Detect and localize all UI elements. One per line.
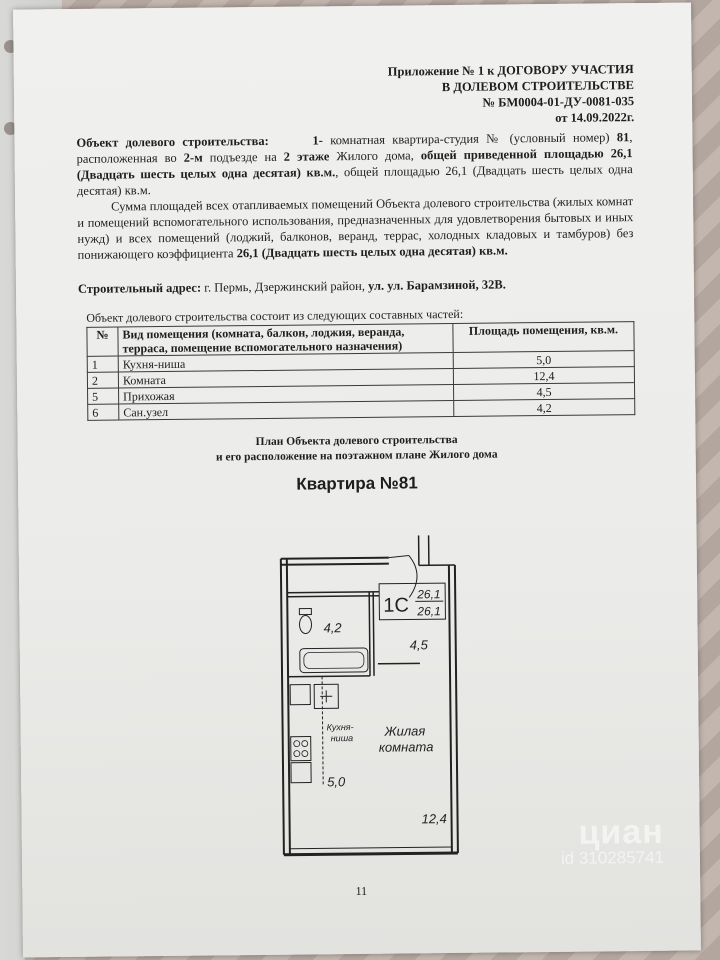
apartment-number: 81 [616, 130, 630, 145]
rooms-count: 1- [312, 133, 323, 148]
watermark-brand: циан [578, 812, 664, 852]
burner [302, 741, 308, 747]
row-room: Кухня-ниша [118, 352, 453, 372]
object-text: подъезде на [202, 149, 284, 165]
header-line-3: № БМ0004-01-ДУ-0081-035 [482, 94, 635, 110]
bathroom-area: 4,2 [323, 620, 342, 636]
top-wall [281, 558, 389, 565]
construction-address [78, 275, 634, 297]
object-description [76, 129, 633, 199]
hall-area: 4,5 [409, 637, 428, 653]
bathroom-top-wall [287, 592, 379, 597]
bathtub-inner [304, 652, 364, 669]
entrance: 2-м [183, 150, 203, 165]
window-line [290, 847, 452, 849]
row-number: 2 [87, 372, 118, 388]
address-label: Строительный адрес: [77, 280, 202, 296]
row-room: Прихожая [119, 384, 454, 404]
sum-text: Сумма площадей всех отапливаемых помещений Объекта долевого строительства (жилых комнат и помещений вспомогательного использования, предназначенных для удовлетворения бытовых и иных нужд) и всех помещений (лоджий, балконов, веранд, террас, холодных кладовых и тамбуров) без понижающего коэффициента [77, 194, 634, 262]
row-area: 4,5 [454, 383, 635, 401]
apartment-type: 1С [383, 594, 410, 617]
header-date: от 14.09.2022г. [555, 110, 635, 125]
address-text: г. Пермь, Дзержинский район, [201, 278, 369, 295]
row-number: 6 [88, 404, 119, 420]
appendix-header [388, 61, 635, 128]
object-label: Объект долевого строительства: [76, 133, 269, 150]
reduced-area-label: 26,1 [417, 587, 441, 602]
object-text: комнатная квартира-студия № (условный номер) [322, 130, 617, 148]
burner [294, 741, 300, 747]
right-wall [449, 565, 458, 853]
apartment-title: Квартира №81 [296, 473, 418, 494]
reduced-area: общей приведенной площадью 26,1 (Двадцать шесть целых одна десятая) кв.м. [76, 146, 633, 182]
row-room: Сан.узел [119, 400, 454, 420]
bottom-wall [284, 853, 458, 855]
floor-plan [259, 535, 482, 867]
row-number: 5 [88, 388, 119, 404]
area-sum-paragraph [77, 193, 634, 263]
row-area: 5,0 [453, 351, 634, 369]
left-wall [281, 559, 290, 855]
plan-title-line-2: и его расположение на поэтажном плане Жилого дома [215, 448, 498, 464]
header-line-1: Приложение № 1 к ДОГОВОРУ УЧАСТИЯ [387, 62, 634, 79]
toilet [299, 615, 311, 633]
document-page [13, 2, 701, 957]
header-number: № [87, 327, 118, 356]
kitchen-niche-line [322, 676, 323, 786]
header-area: Площадь помещения, кв.м. [453, 322, 634, 353]
row-area: 4,2 [454, 399, 635, 417]
address-street: ул. ул. Барамзиной, 32В. [367, 277, 506, 293]
burner [294, 751, 300, 757]
object-text: , расположенная во [76, 130, 633, 166]
kitchen-cabinet [290, 685, 310, 705]
floor: 2 этаже [283, 149, 330, 164]
kitchen-label-1: Кухня- [326, 722, 354, 733]
bathroom-right-wall [369, 592, 374, 676]
plan-title [18, 430, 696, 467]
bathroom-bottom-wall [288, 676, 370, 677]
sum-area: 26,1 (Двадцать шесть целых одна десятая) кв.м. [236, 243, 508, 261]
page-number: 11 [355, 883, 368, 899]
room-area: 12,4 [421, 811, 447, 827]
header-line-2: В ДОЛЕВОМ СТРОИТЕЛЬСТВЕ [441, 78, 634, 95]
corridor-wall [419, 535, 455, 565]
watermark-id: id 310285741 [560, 847, 665, 868]
kitchen-label-2: ниша [330, 733, 354, 744]
room-label-2: комната [378, 739, 434, 755]
burner [302, 751, 308, 757]
kitchen-area: 5,0 [327, 774, 346, 790]
room-label-1: Жилая [384, 723, 426, 739]
row-room: Комната [118, 368, 453, 388]
row-area: 12,4 [453, 367, 634, 385]
watermark [560, 813, 664, 869]
header-room-type: Вид помещения (комната, балкон, лоджия, веранда, терраса, помещение вспомогательного назначения) [118, 323, 453, 356]
toilet-tank [299, 608, 311, 614]
row-number: 1 [87, 356, 118, 372]
object-text: Жилого дома, [329, 148, 421, 164]
table-intro: Объект долевого строительства состоит из следующих составных частей: [86, 306, 464, 325]
door-arc [389, 555, 417, 597]
stove [291, 736, 311, 760]
object-text: , общей площадью 26,1 (Двадцать шесть целых одна десятая) кв.м. [76, 162, 633, 198]
kitchen-cabinet [291, 762, 311, 782]
rooms-table [86, 321, 635, 421]
plan-title-line-1: План Объекта долевого строительства [255, 433, 458, 449]
total-area-label: 26,1 [417, 604, 441, 619]
